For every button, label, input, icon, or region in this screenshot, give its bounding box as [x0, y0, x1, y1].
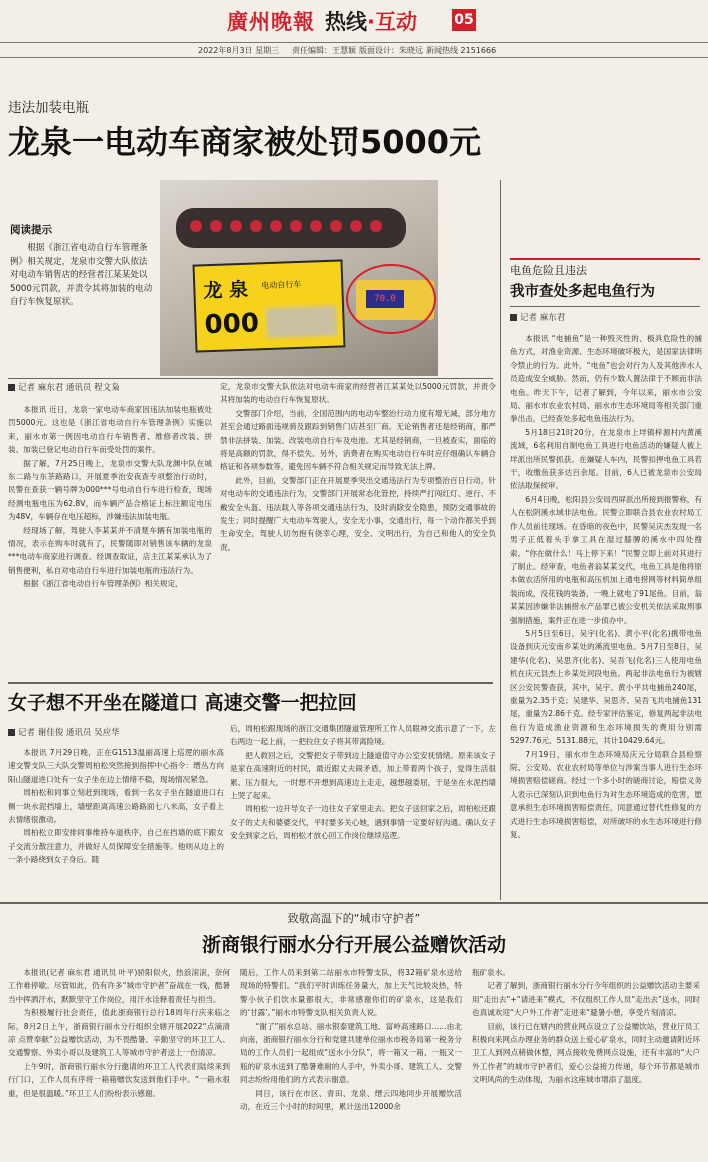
story4-col-2	[240, 966, 462, 1158]
paragraph: 把人救回之后，交警把女子带到边上隧道值守办公室安抚情绪。原来该女子是家在高速附近的村民，最近跟丈夫闹矛盾，加上带着两个孩子，觉得生活很累、压力很大，一时想不开想到高速边上走走，越想越委屈，于是坐在水泥挡墙上哭了起来。	[230, 750, 496, 801]
story2-headline: 女子想不开坐在隧道口 高速交警一把拉回	[8, 692, 357, 714]
story3-kicker: 电鱼危险且违法	[510, 264, 587, 277]
section-title	[325, 6, 417, 36]
story1-byline-text: 记者 麻东君 通讯员 程文枭	[18, 383, 120, 393]
highlight-circle	[346, 264, 436, 334]
tail-lamp	[176, 208, 406, 248]
paragraph: 7月19日，丽水市生态环境局庆元分局联合县检察院、公安局、农业农村局等单位与涉案当事人进行生态环境损害赔偿磋商。经过一个多小时的磋商讨论，赔偿义务人表示已深刻认识到电鱼行为对生态环境造成的危害，愿意承担生态环境损害赔偿责任，同意通过替代性修复的方式进行生态环境损害赔偿，对所破坏的水生态环境进行修复。	[510, 749, 702, 840]
paragraph: 此外，目前，交警部门正在开展夏季突出交通违法行为专项整治百日行动，针对电动车的交通违法行为，交警部门开展常态化管控，持续严打闯红灯、逆行、不戴安全头盔、违法载人等各项交通违法行为，及时消除安全隐患，预防交通事故的发生；同时提醒广大电动车驾驶人，安全无小事，交通出行，每一个动作都关乎到生命安全，驾驶人切勿抱有侥幸心理，安全、文明出行，为自己和他人的安全负责。	[220, 475, 496, 552]
story4-col-1	[8, 966, 230, 1158]
designer-credit: 版面设计：朱晓远	[359, 46, 423, 55]
masthead	[0, 0, 708, 40]
section-title-a: 热线	[325, 10, 367, 34]
column-rule	[500, 180, 501, 900]
divider	[0, 902, 708, 904]
section-title-b: ·互动	[367, 10, 417, 34]
story1-col-left	[8, 403, 212, 671]
story1-col-right	[220, 380, 496, 672]
byline-square-icon	[8, 384, 15, 391]
paragraph: 据了解，7月25日晚上，龙泉市交警大队龙渊中队在城东二路与东茶路路口，开展夏季治安夜查专项整治行动时，民警在查获一辆号牌为000***号电动自行车进行检查，现场经测电瓶电压为62.8V，而车辆产品合格证上标注额定电压为48V，车辆存在电压超标，涉嫌违法加装电瓶。	[8, 458, 212, 522]
divider	[8, 682, 493, 684]
story1-photo	[160, 180, 438, 376]
issue-date: 2022年8月3日 星期三	[198, 46, 280, 55]
meta-bar	[0, 42, 708, 58]
story1-kicker: 违法加装电瓶	[8, 100, 89, 116]
plate-city: 龙 泉	[203, 278, 249, 303]
paragraph: 定，龙泉市交警大队依法对电动车商家的经营者江某某处以5000元罚款，并责令其将加装的电动自行车恢复原状。	[220, 382, 496, 405]
story2-col-left	[8, 746, 224, 896]
paragraph: 本报讯 7月29日晚，正在G1513温丽高速上巡逻的丽水高速交警支队三大队交警周柏松突然接到指挥中心指令：缙丛方向阳山隧道进口处有一女子坐在边上情绪不稳，现场情况紧急。	[8, 748, 224, 784]
paragraph: 随后，工作人员来到第二站丽水市特警支队，将32箱矿泉水送给现场的特警们。“我们平时训练任务量大，加上天气比较炎热，特警小伙子们饮水量都很大，非常感谢你们的矿泉水，这是我们的‘甘露’。”丽水市特警支队相关负责人说。	[240, 968, 462, 1018]
license-plate	[193, 259, 346, 352]
byline-square-icon	[8, 729, 15, 736]
paragraph: 同日，该行在市区、青田、龙泉、缙云四地同步开展赠饮活动，在近三个小时的时间里，累计送出12000余	[240, 1088, 462, 1112]
editor-credit: 责任编辑：王慧颖	[292, 46, 356, 55]
story4-kicker: 致敬高温下的“城市守护者”	[287, 912, 421, 925]
paragraph: 本报讯 近日，龙泉一家电动车商家因违法加装电瓶被处罚5000元。这也是《浙江省电动自行车管理条例》实施以来，丽水市第一例因电动自行车销售者、维修者改装、拼装、加装已登记电动自行车而受处罚的案件。	[8, 405, 212, 455]
story3-col	[510, 332, 702, 898]
paragraph: 经现场了解，驾驶人李某某并不清楚车辆有加装电瓶的情况，表示在购车时就有了，民警随即对销售该车辆的龙泉***电动车商家进行调查。经调查取证，店主江某某承认为了销售便利，私自对电动自行车进行加装电瓶的违法行为。	[8, 525, 212, 575]
story1-byline	[8, 381, 120, 393]
story2-col-right	[230, 722, 496, 898]
story2-byline	[8, 726, 120, 738]
plate-type: 电动自行车	[261, 279, 302, 291]
paragraph: 根据《浙江省电动自行车管理条例》相关规定，	[23, 579, 183, 589]
plate-blur	[266, 306, 337, 338]
paragraph: 交警部门介绍，当前，全国范围内的电动车整治行动力度有增无减，部分地方甚至会通过路面违规骑及跟踪到销售门店甚至厂商。无论销售者还是经销商，都严禁非法拼装、加装、改装电动自行车及电池。尤其是经销商，一旦被查实，面临的将是高额的罚款，得不偿失。另外，消费者在购买电动自行车时应仔细确认车辆合格证和各项参数等，避免因车辆不符合相关规定而导致无法上牌。	[220, 408, 496, 472]
story4-headline: 浙商银行丽水分行开展公益赠饮活动	[201, 934, 506, 956]
divider	[510, 306, 700, 307]
reading-note	[10, 222, 156, 310]
story1-headline: 龙泉一电动车商家被处罚5000元	[8, 123, 482, 161]
story3-byline	[510, 311, 565, 323]
paragraph: 上午9时，浙商银行丽水分行邀请的环卫工人代表们陆续来到行门口，工作人员有序将一箱箱赠饮发送到他们手中。“一箱水很重，但是很温暖。”环卫工人们纷纷表示感谢。	[8, 1061, 230, 1098]
paragraph: 周柏松一边开导女子一边往女子家里走去。把女子送回家之后，周柏松还跟女子的丈夫和婆婆交代，平时要多关心她，遇到事情一定要好好沟通。确认女子安全到家之后，周柏松才放心回工作岗位继续巡逻。	[230, 804, 496, 841]
paragraph: 5月18日21时20分，在龙泉市上垟镇梓源村内黄溪流域，6名利用自制电鱼工具进行电鱼活动的嫌疑人被上垟派出所民警抓获。在嫌疑人车内，民警扣押电鱼工具若干，收缴鱼获多达百余尾。目前，6人已被龙泉市公安局依法取保候审。	[510, 427, 702, 491]
paragraph: 为积极履行社会责任，值此浙商银行总行18周年行庆来临之际，8月2日上午，浙商银行丽水分行组织全辖开展2022“点滴清凉 点赞奉献”公益赠饮活动，为不畏酷暑、辛勤坚守的环卫工人、交通警察、外卖小哥以及建筑工人等城市守护者送上一份清凉。	[8, 1008, 230, 1058]
paragraph: 周柏松和同事立刻赶到现场，看到一名女子坐在隧道进口右侧一块水泥挡墙上，墙壁距离高速公路路面七八米高，女子看上去情绪很激动。	[8, 788, 224, 825]
paragraph: 记者了解到，浙商银行丽水分行今年组织的公益赠饮活动主要采用“走出去”+“请进来”模式，不仅组织工作人员“走出去”送水，同时也真诚欢迎“大户外工作者”走进来“避暑小憩，享受片刻清凉。	[472, 981, 700, 1018]
paragraph: “谢了”丽水总站、丽水银泰建筑工地、富岭高速路口……由北向南，浙商银行丽水分行和党建共建单位丽水市税务局第一税务分局的工作人员们一起组成“送水小分队”，将一箱又一箱、一瓶又一瓶的矿泉水送到了酷暑难耐的人手中，外卖小哥、建筑工人、交警同志纷纷用他们的方式表示谢意。	[240, 1021, 462, 1085]
paragraph: 后，周柏松跟现场的浙江交通集团隧道管理所工作人员眼神交流示意了一下，左右两边一起上前，一把拉住女子将其带离险境。	[230, 724, 496, 747]
reading-note-label: 阅读提示	[10, 224, 52, 236]
paragraph: 5月5日至6日，吴宇(化名)、黄小平(化名)携带电鱼设备到庆元安南乡某处的溪流里电鱼。5月7日至8日，吴建华(化名)、吴思齐(化名)、吴吾飞(化名)三人使用电鱼机在庆元县杰上乡某处河段电鱼。两起非法电鱼行为被辖区公安民警查获，其中，吴宇、黄小平共电捕鱼240尾，重量为2.35千克；吴建华、吴思齐、吴吾飞共电捕鱼131尾，重量为2.86千克。经专家评估鉴定，修复两起非法电鱼行为造成渔业资源和生态环境损失的费用分别需5297.76元、5131.88元，共计10429.64元。	[510, 628, 702, 746]
paragraph: 本报讯 “电捕鱼”是一种毁灭性的、极具危险性的捕鱼方式，对渔业资源、生态环境破坏极大，是国家法律明令禁止的行为。此外，“电鱼”也会对行为人及其他涉水人员造成安全威胁。然而，仍有少数人置法律于不顾而非法电鱼。昨天下午，记者了解到，今年以来，丽水市公安局、丽水市农业农村局、丽水市生态环境局等相关部门重拳出击，已经查处多起电鱼违法行为。	[510, 334, 702, 424]
paragraph: 瓶矿泉水。	[472, 968, 510, 977]
byline-square-icon	[510, 314, 517, 321]
plate-number: 000	[204, 308, 260, 341]
story3-byline-text: 记者 麻东君	[520, 313, 566, 323]
story4-col-3	[472, 966, 700, 1158]
paragraph: 周柏松立即安排同事维持车道秩序，自己在挡墙的底下跟女子交流分散注意力，并做好人员保障安全措施等。他则从边上的一条小路绕到女子身后。随	[8, 828, 224, 865]
meter-reading: 70.0	[366, 290, 404, 308]
hotline: 新闻热线 2151666	[426, 46, 497, 55]
paragraph: 6月4日晚，松阳县公安局西屏派出所接到报警称，有人在松阴溪水域非法电鱼。民警立即联合县农业农村局工作人员前往现场。在昏暗的夜色中，民警吴庆杰发现一名男子正低着头手拿工具在湿过膝膊的溪水中四处搜索。“你在做什么！马上停下来！”民警立即上前对其进行了制止。经审查，电鱼者翁某某交代，电鱼工具是他将原本做农活所用的电瓶和高压机加上通电捞网等材料简单组装而成，没花钱的装备，一晚上就电了91尾鱼。目前，翁某某因涉嫌非法捕捞水产品罪已被公安机关依法采取刑事强制措施，案件正在进一步侦办中。	[510, 494, 702, 625]
story2-byline-text: 记者 谢佳俊 通讯员 吴应华	[18, 728, 120, 738]
newspaper-logo: 廣州晚報	[227, 9, 315, 34]
page-number: 05	[452, 9, 476, 31]
divider	[8, 378, 493, 379]
paragraph: 目前，该行已在辖内的营业网点设立了公益赠饮站，营业厅员工积极向来网点办理业务的群众送上爱心矿泉水，同时主动邀请附近环卫工人到网点稍做休整，网点接收免费网点设施，还有丰富的“大户外工作者”的城市守护者们，爱心公益接力传递，每个环节都是城市文明风尚的生动体现，为丽水这座城市增添了温度。	[472, 1021, 700, 1085]
red-accent-line	[510, 258, 700, 260]
story3-headline: 我市查处多起电鱼行为	[510, 284, 655, 300]
reading-note-text: 根据《浙江省电动自行车管理条例》相关规定，龙泉市交警大队依法对电动车销售店的经营者江某某处以5000元罚款，并责令其将加装的电动自行车恢复原状。	[10, 243, 153, 307]
paragraph: 本报讯(记者 麻东君 通讯员 叶平)骄阳似火，热浪滚滚，奈何工作难停歇。尽管如此，仍有许多“城市守护者”奋战在一线，酷暑当中挥洒汗水，默默坚守工作岗位，用汗水诠释着责任与担当。	[8, 968, 230, 1004]
